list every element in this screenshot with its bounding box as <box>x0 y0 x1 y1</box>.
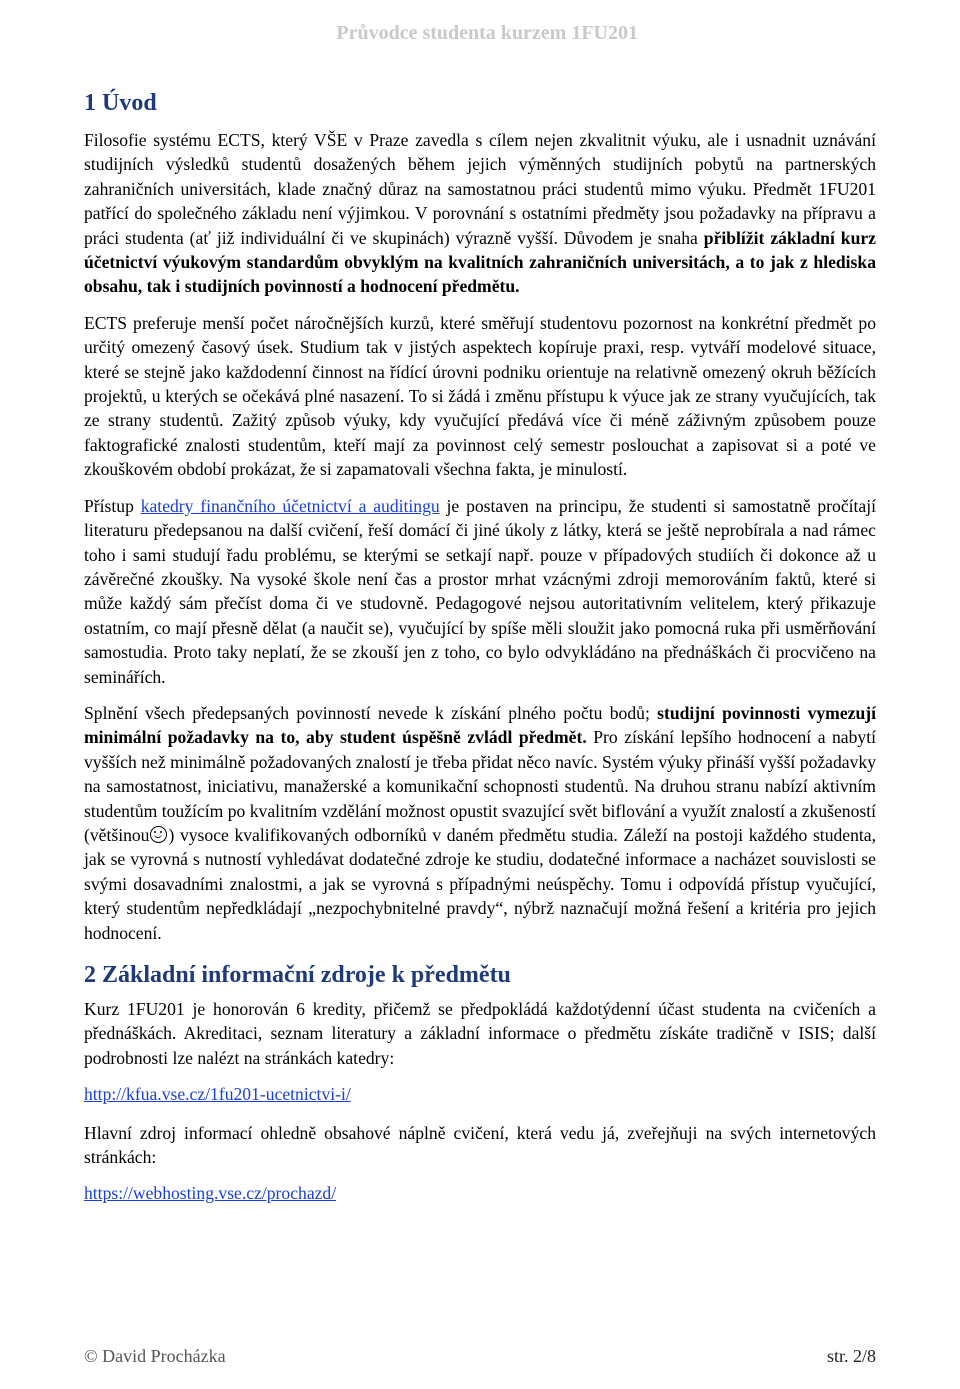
personal-site-link[interactable]: https://webhosting.vse.cz/prochazd/ <box>84 1183 337 1204</box>
paragraph-text: Pro získání lepšího hodnocení a nabytí vyšších než minimálně požadovaných znalostí je třeba přidat něco navíc. Systém výuky přináší vyšší požadavky na samostatnost, iniciativu, manažerské a komunikační schopnosti studentů. Na druhou stranu nabízí aktivním studentům toužícím po kvalitním vzdělání možnost opustit svazující svět biflování a využít znalostí a zkušeností (většinou <box>84 727 876 845</box>
page-footer <box>84 1346 876 1372</box>
department-link[interactable]: katedry finančního účetnictví a auditingu <box>140 495 440 516</box>
paragraph-course-credits: Kurz 1FU201 je honorován 6 kredity, přičemž se předpokládá každotýdenní účast studenta na cvičeních a přednáškách. Akreditaci, seznam literatury a základní informace o předmětu získáte tradičně v ISIS; další podrobnosti lze nalézt na stránkách katedry: <box>84 999 876 1068</box>
paragraph-main-source: Hlavní zdroj informací ohledně obsahové náplně cvičení, která vedu já, zveřejňuji na svých internetových stránkách: <box>84 1122 876 1168</box>
section-heading-intro: 1 Úvod <box>84 90 157 116</box>
paragraph-intro-ects <box>84 128 876 299</box>
paragraph-text: ) vysoce kvalifikovaných odborníků v daném předmětu studia. Záleží na postoji každého studenta, jak se vyrovná s nutností vyhledávat dodatečné zdroje ke studiu, dodatečné informace a nacházet souvislosti se svými dosavadními znalostmi, a jak se vyrovná s případnými neúspěchy. Tomu i odpovídá přístup vyučující, který studentům nepředkládají „nezpochybnitelné pravdy“, nýbrž naznačují možná řešení a kritéria pro jejich hodnocení. <box>84 824 876 943</box>
running-header: Průvodce studenta kurzem 1FU201 <box>336 22 638 44</box>
paragraph-text: je postaven na principu, že studenti si samostatně pročítají literaturu předepsanou na další cvičení, řeší domácí či jiné úkoly z látky, která se ještě neprobírala a nad rámec toho i sami studují řadu problému, se kterými se setkají např. pouze v případových studiích či dokonce až u závěrečné zkoušky. Na vysoké škole není čas a prostor mrhat vzácnými zdroji memorováním faktů, které si může každý sám přečíst doma či ve studovně. Pedagogové nejsou autoritativním velitelem, který přikazuje ostatním, co mají přesně dělat (a naučit se), vyučující by spíše měli sloužit jako pomocná ruka při usměrňování samostudia. Proto taky neplatí, že se zkouší jen z toho, co bylo odvykládáno na přednáškách či procvičeno na seminářích. <box>84 495 876 687</box>
document-body <box>84 80 876 1220</box>
paragraph-bold-text: přiblížit základní kurz účetnictví výukovým standardům obvyklým na kvalitních zahraničních universitách, a to jak z hlediska obsahu, tak i studijních povinností a hodnocení předmětu. <box>84 227 876 297</box>
department-url-link[interactable]: http://kfua.vse.cz/1fu201-ucetnictvi-i/ <box>84 1084 351 1105</box>
paragraph-text: Splnění všech předepsaných povinností nevede k získání plného počtu bodů; <box>84 702 658 723</box>
smiley-icon <box>150 826 167 843</box>
section-heading-sources: 2 Základní informační zdroje k předmětu <box>84 962 511 988</box>
paragraph-text: Přístup <box>84 495 141 516</box>
paragraph-text: Filosofie systému ECTS, který VŠE v Praze zavedla s cílem nejen zkvalitnit výuku, ale i usnadnit uznávání studijních výsledků studentů dosažených během jejich výměnných studijních pobytů na partnerských zahraničních universitách, klade značný důraz na samostatnou práci studentů mimo výuku. Předmět 1FU201 patřící do společného základu není výjimkou. V porovnání s ostatními předměty jsou požadavky na přípravu a práci studenta (ať již individuální či ve skupinách) výrazně vyšší. Důvodem je snaha <box>84 130 876 248</box>
paragraph-bold-text: studijní povinnosti vymezují minimální požadavky na to, aby student úspěšně zvládl předmět. <box>84 702 876 748</box>
paragraph-obligations <box>84 701 876 945</box>
paragraph-ects-preference: ECTS preferuje menší počet náročnějších kurzů, které směřují studentovu pozornost na konkrétní předmět po určitý omezený časový úsek. Studium tak v jistých aspektech kopíruje praxi, resp. vytváří modelové situace, které se stejně jako každodenní činnost na řídící úrovni podniku orientuje na relativně omezený okruh běžících projektů, u kterých se očekává plné nasazení. To si žádá i změnu přístupu k výuce jak ze strany vyučujících, tak ze strany studentů. Zažitý způsob výuky, kdy vyučující předává více či méně záživným způsobem pouze faktografické znalosti studentům, kteří mají za povinnost celý semestr poslouchat a zapisovat si a poté ve zkouškovém období prokázat, že si zapamatovali všechna fakta, je minulostí. <box>84 312 876 480</box>
url-line-department <box>84 1082 876 1106</box>
paragraph-department-approach <box>84 494 876 689</box>
footer-author: © David Procházka <box>84 1346 226 1366</box>
url-line-personal <box>84 1181 876 1205</box>
footer-page-number: str. 2/8 <box>826 1346 876 1366</box>
